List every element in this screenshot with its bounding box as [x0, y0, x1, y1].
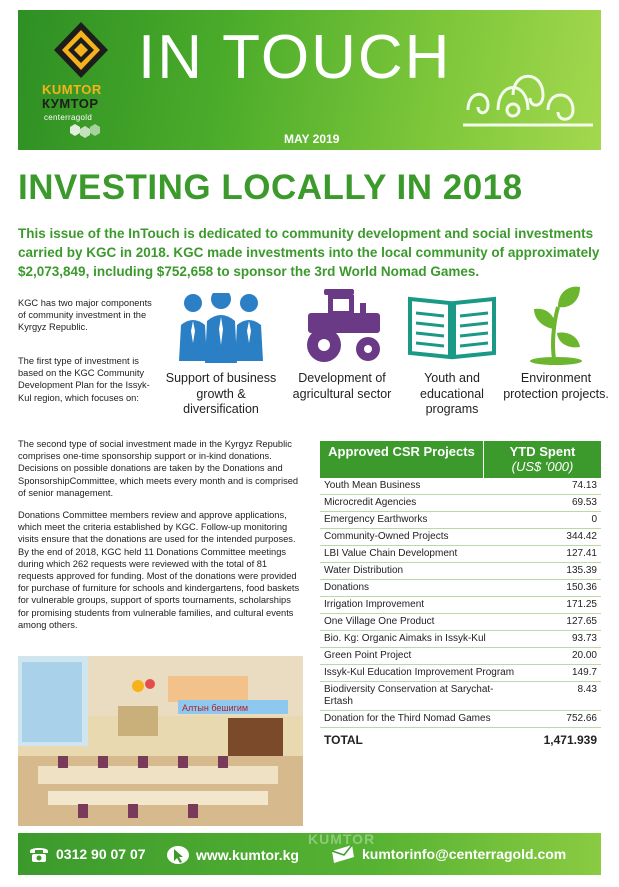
logo-centerragold: centerragold — [44, 113, 93, 122]
project-spent-value: 74.13 — [571, 480, 597, 491]
focus-label-business: Support of business growth & diversification — [165, 371, 277, 416]
intro-paragraph: This issue of the InTouch is dedicated to community development and social investments carried by KGC in 2018. KGC made investments into the local community of approximately $2,073,849, including $752,658 to sponsor the 3rd World Nomad Games. — [18, 226, 600, 279]
website-link: www.kumtor.kg — [196, 847, 299, 863]
photo-sign-text: Алтын бешигим — [182, 703, 249, 713]
footer-email[interactable] — [330, 845, 566, 863]
project-spent-value: 20.00 — [571, 650, 597, 661]
project-spent-value: 0 — [591, 514, 597, 525]
table-row — [320, 580, 601, 597]
project-spent-value: 93.73 — [571, 633, 597, 644]
main-headline: INVESTING LOCALLY IN 2018 — [18, 168, 523, 207]
contact-footer — [18, 833, 601, 875]
body-paragraph-3: The second type of social investment made in the Kyrgyz Republic comprises one-time sponsorship support or in-kind donations. Decisions on possible donations are taken by the Donations and SponsorshipCommittee, which meets every month and is comprised of senior management. — [18, 439, 299, 498]
focus-area-education — [393, 285, 511, 418]
phone-number: 0312 90 07 07 — [56, 846, 146, 862]
project-name: Water Distribution — [324, 565, 404, 576]
table-header-projects: Approved CSR Projects — [320, 441, 484, 478]
table-row — [320, 711, 601, 728]
table-row — [320, 478, 601, 495]
project-name: Irrigation Improvement — [324, 599, 425, 610]
footer-watermark: KUMTOR — [308, 831, 376, 847]
focus-area-agriculture — [283, 285, 401, 402]
table-row — [320, 529, 601, 546]
table-header-spent-label: YTD Spent — [509, 444, 576, 459]
table-total-row — [320, 728, 601, 748]
newsletter-title: IN TOUCH — [138, 23, 452, 92]
project-spent-value: 135.39 — [566, 565, 597, 576]
project-name: Community-Owned Projects — [324, 531, 449, 542]
sprout-icon — [508, 285, 604, 365]
table-row — [320, 682, 601, 711]
project-name: Microcredit Agencies — [324, 497, 417, 508]
footer-website[interactable] — [166, 845, 299, 865]
tractor-icon — [294, 285, 390, 365]
project-name: Donations — [324, 582, 370, 593]
project-name: Green Point Project — [324, 650, 412, 661]
logo-kumtor-latin: KUMTOR — [42, 82, 102, 97]
email-link: kumtorinfo@centerragold.com — [362, 846, 567, 862]
table-row — [320, 631, 601, 648]
focus-area-environment — [497, 285, 615, 402]
total-label: TOTAL — [324, 733, 363, 747]
ornament-icon — [458, 50, 598, 140]
open-book-icon — [404, 285, 500, 365]
focus-label-agriculture: Development of agricultural sector — [292, 371, 392, 401]
project-spent-value: 752.66 — [566, 713, 597, 724]
table-header-spent — [484, 441, 601, 478]
issue-date: MAY 2019 — [284, 132, 340, 146]
table-body — [320, 478, 601, 728]
csr-projects-table — [320, 441, 601, 748]
focus-area-business — [162, 285, 280, 418]
project-spent-value: 149.7 — [571, 667, 597, 678]
table-header-spent-unit: (US$ '000) — [511, 459, 574, 474]
project-spent-value: 69.53 — [571, 497, 597, 508]
table-header — [320, 441, 601, 478]
body-paragraph-2: The first type of investment is based on the KGC Community Development Plan for the Issyk-Kul region, which focuses on: — [18, 356, 150, 403]
table-row — [320, 546, 601, 563]
hexagon-cluster-icon — [70, 124, 100, 138]
table-row — [320, 495, 601, 512]
logo-kumtor-cyrillic: КУМТОР — [42, 96, 99, 111]
cursor-click-icon — [166, 845, 190, 865]
table-row — [320, 648, 601, 665]
envelope-icon — [330, 845, 356, 863]
project-name: Bio. Kg: Organic Aimaks in Issyk-Kul — [324, 633, 486, 644]
focus-label-education: Youth and educational programs — [420, 371, 484, 416]
table-row — [320, 614, 601, 631]
project-name: Donation for the Third Nomad Games — [324, 713, 491, 724]
kumtor-logo — [36, 22, 126, 142]
project-spent-value: 127.65 — [566, 616, 597, 627]
project-name: Emergency Earthworks — [324, 514, 428, 525]
project-spent-value: 171.25 — [566, 599, 597, 610]
people-group-icon — [173, 285, 269, 365]
project-name: LBI Value Chain Development — [324, 548, 458, 559]
classroom-photo — [18, 656, 303, 826]
table-row — [320, 597, 601, 614]
focus-label-environment: Environment protection projects. — [503, 371, 609, 401]
project-name: One Village One Product — [324, 616, 435, 627]
project-name: Youth Mean Business — [324, 480, 421, 491]
project-name: Biodiversity Conservation at Sarychat-Ertash — [324, 684, 494, 707]
telephone-icon — [28, 845, 50, 863]
footer-phone[interactable] — [28, 845, 146, 863]
total-value: 1,471.939 — [543, 733, 597, 747]
body-paragraph-1: KGC has two major components of community investment in the Kyrgyz Republic. — [18, 298, 152, 333]
kumtor-diamond-icon — [54, 22, 108, 78]
project-spent-value: 344.42 — [566, 531, 597, 542]
project-name: Issyk-Kul Education Improvement Program — [324, 667, 515, 678]
table-row — [320, 512, 601, 529]
project-spent-value: 8.43 — [577, 684, 597, 695]
body-paragraph-4: Donations Committee members review and approve applications, which meet the criteria established by KGC. Follow-up monitoring visits ensure that the donations are used for the intended purposes. By the end of 2018, KGC held 11 Donations Committee meetings during which 262 requests were reviewed with the total of 81 requests approved for funding. Most of the donations were provided for purchase of furniture for schools and kindergartens, food baskets for vulnerable groups, support of sports tournaments, scholarships for promising students from vulnerable families, and cultural events among others. — [18, 510, 300, 630]
table-row — [320, 563, 601, 580]
table-row — [320, 665, 601, 682]
header-banner — [18, 10, 601, 150]
project-spent-value: 150.36 — [566, 582, 597, 593]
project-spent-value: 127.41 — [566, 548, 597, 559]
